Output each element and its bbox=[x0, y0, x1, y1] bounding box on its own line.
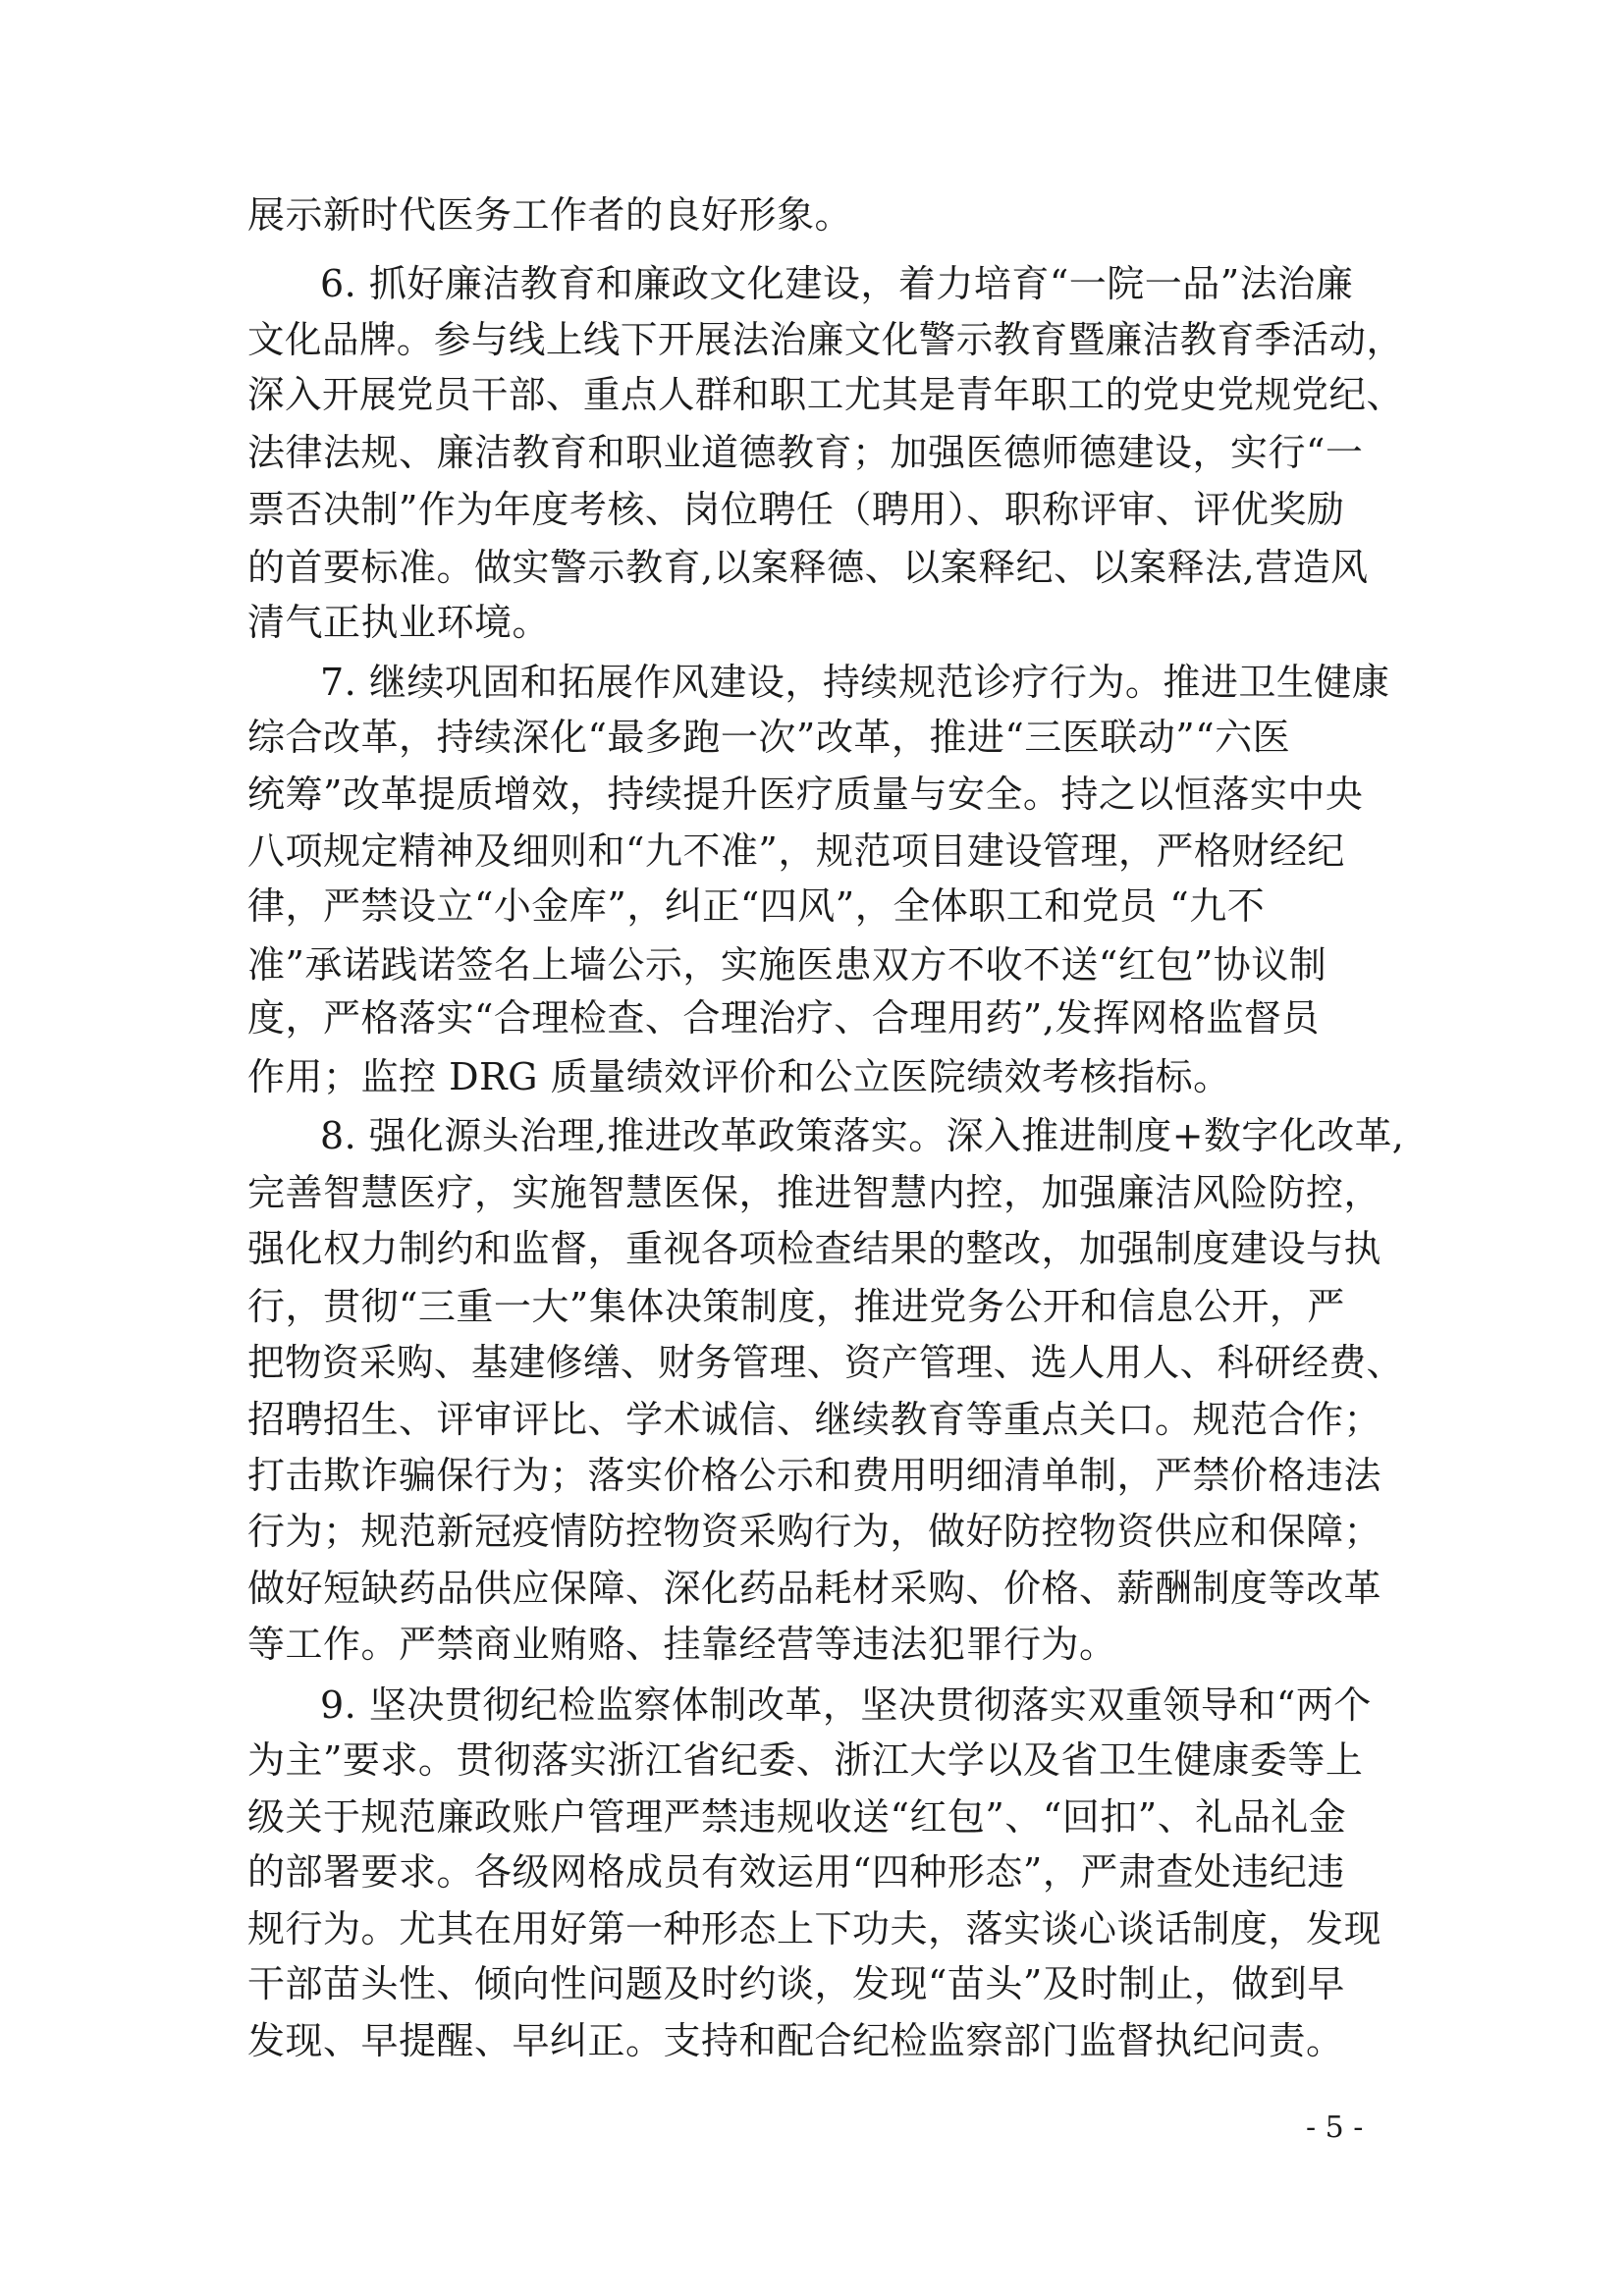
text-line: 行为；规范新冠疫情防控物资采购行为，做好防控物资供应和保障； bbox=[247, 1510, 1382, 1553]
text-line: 7. 继续巩固和拓展作风建设，持续规范诊疗行为。推进卫生健康 bbox=[320, 661, 1390, 704]
text-line: 行，贯彻“三重一大”集体决策制度，推进党务公开和信息公开，严 bbox=[247, 1285, 1345, 1328]
text-line: 八项规定精神及细则和“九不准”，规范项目建设管理，严格财经纪 bbox=[247, 829, 1345, 873]
text-line: 强化权力制约和监督，重视各项检查结果的整改，加强制度建设与执 bbox=[247, 1227, 1382, 1270]
text-line: 法律法规、廉洁教育和职业道德教育；加强医德师德建设，实行“一 bbox=[247, 431, 1364, 474]
text-line: 展示新时代医务工作者的良好形象。 bbox=[247, 193, 853, 237]
text-line: 综合改革，持续深化“最多跑一次”改革，推进“三医联动”“六医 bbox=[247, 716, 1291, 759]
text-line: 律，严禁设立“小金库”，纠正“四风”，全体职工和党员 “九不 bbox=[247, 884, 1266, 928]
text-line: 打击欺诈骗保行为；落实价格公示和费用明细清单制，严禁价格违法 bbox=[247, 1454, 1382, 1497]
text-line: 度，严格落实“合理检查、合理治疗、合理用药”,发挥网格监督员 bbox=[247, 996, 1320, 1040]
text-line: 6. 抓好廉洁教育和廉政文化建设，着力培育“一院一品”法治廉 bbox=[320, 262, 1354, 305]
text-line: 准”承诺践诺签名上墙公示，实施医患双方不收不送“红包”协议制 bbox=[247, 943, 1327, 987]
text-line: 的部署要求。各级网格成员有效运用“四种形态”，严肃查处违纪违 bbox=[247, 1850, 1345, 1894]
text-line: 完善智慧医疗，实施智慧医保，推进智慧内控，加强廉洁风险防控， bbox=[247, 1171, 1382, 1214]
text-line: 规行为。尤其在用好第一种形态上下功夫，落实谈心谈话制度，发现 bbox=[247, 1907, 1382, 1950]
text-line: 为主”要求。贯彻落实浙江省纪委、浙江大学以及省卫生健康委等上 bbox=[247, 1738, 1364, 1782]
text-line: 9. 坚决贯彻纪检监察体制改革，坚决贯彻落实双重领导和“两个 bbox=[320, 1683, 1372, 1727]
text-line: 招聘招生、评审评比、学术诚信、继续教育等重点关口。规范合作； bbox=[247, 1398, 1382, 1441]
page-number: - 5 - bbox=[1306, 2110, 1364, 2145]
text-line: 做好短缺药品供应保障、深化药品耗材采购、价格、薪酬制度等改革 bbox=[247, 1567, 1382, 1610]
text-line: 统筹”改革提质增效，持续提升医疗质量与安全。持之以恒落实中央 bbox=[247, 773, 1364, 816]
text-line: 的首要标准。做实警示教育,以案释德、以案释纪、以案释法,营造风 bbox=[247, 546, 1369, 589]
text-line: 票否决制”作为年度考核、岗位聘任（聘用）、职称评审、评优奖励 bbox=[247, 488, 1345, 531]
text-line: 作用；监控 DRG 质量绩效评价和公立医院绩效考核指标。 bbox=[247, 1055, 1231, 1098]
text-line: 把物资采购、基建修缮、财务管理、资产管理、选人用人、科研经费、 bbox=[247, 1341, 1404, 1384]
text-line: 文化品牌。参与线上线下开展法治廉文化警示教育暨廉洁教育季活动， bbox=[247, 318, 1404, 361]
text-line: 深入开展党员干部、重点人群和职工尤其是青年职工的党史党规党纪、 bbox=[247, 373, 1404, 416]
text-line: 干部苗头性、倾向性问题及时约谈，发现“苗头”及时制止，做到早 bbox=[247, 1962, 1345, 2005]
text-line: 清气正执业环境。 bbox=[247, 601, 551, 644]
text-line: 8. 强化源头治理,推进改革政策落实。深入推进制度+数字化改革, bbox=[320, 1114, 1405, 1157]
text-line: 等工作。严禁商业贿赂、挂靠经营等违法犯罪行为。 bbox=[247, 1623, 1117, 1666]
text-line: 发现、早提醒、早纠正。支持和配合纪检监察部门监督执纪问责。 bbox=[247, 2019, 1344, 2062]
text-line: 级关于规范廉政账户管理严禁违规收送“红包”、“回扣”、礼品礼金 bbox=[247, 1795, 1347, 1839]
